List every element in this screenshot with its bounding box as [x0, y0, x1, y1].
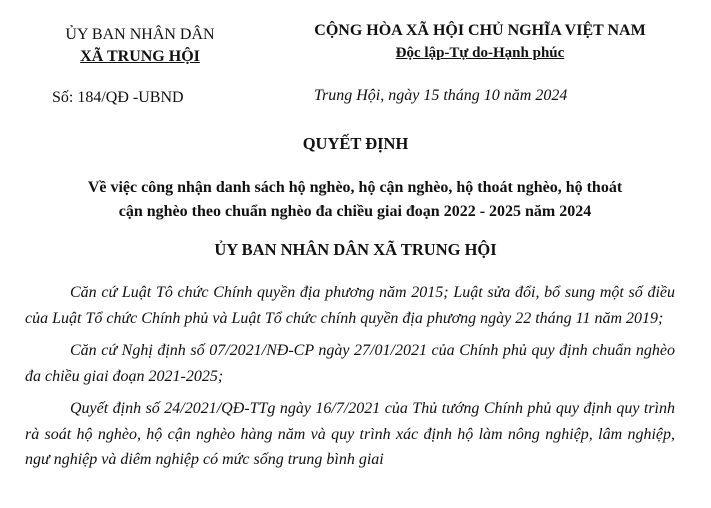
- document-number-value: 184: [77, 89, 102, 106]
- document-number-label: Số:: [52, 89, 74, 106]
- subject-line-1: Về việc công nhận danh sách hộ nghèo, hộ cận nghèo, hộ thoát nghèo, hộ thoát: [87, 179, 623, 196]
- national-motto-block: [255, 20, 705, 64]
- authority-line-2: XÃ TRUNG HỘI: [80, 48, 200, 65]
- legal-basis-paragraph: Quyết định số 24/2021/QĐ-TTg ngày 16/7/2021 của Thủ tướng Chính phủ quy định quy trình rà soát hộ nghèo, hộ cận nghèo hàng năm và quy trình xác định hộ làm nông nghiệp, lâm nghiệp, ngư nghiệp và diêm nghiệp có mức sống trung bình giai: [25, 400, 675, 468]
- legal-basis-paragraph: Căn cứ Nghị định số 07/2021/NĐ-CP ngày 27/01/2021 của Chính phủ quy định chuẩn nghèo đa chiều giai đoạn 2021-2025;: [25, 342, 675, 385]
- legal-basis: [25, 280, 675, 480]
- authority-line-1: ỦY BAN NHÂN DÂN: [65, 26, 215, 43]
- document-date: Trung Hội, ngày 15 tháng 10 năm 2024: [314, 87, 568, 104]
- document-title: QUYẾT ĐỊNH: [302, 134, 409, 153]
- document-number: [52, 89, 184, 107]
- document-number-suffix: /QĐ -UBND: [101, 89, 184, 106]
- subject-line-2: cận nghèo theo chuẩn nghèo đa chiều giai đoạn 2022 - 2025 năm 2024: [118, 203, 592, 220]
- document-subject: [25, 176, 685, 224]
- legal-basis-paragraph: Căn cứ Luật Tô chức Chính quyền địa phương năm 2015; Luật sửa đổi, bổ sung một số điều của Luật Tổ chức Chính phủ và Luật Tổ chức chính quyền địa phương ngày 22 tháng 11 năm 2019;: [25, 284, 675, 327]
- national-title: CỘNG HÒA XÃ HỘI CHỦ NGHĨA VIỆT NAM: [314, 22, 646, 39]
- issuing-authority-block: [30, 24, 250, 68]
- issuing-authority-heading: ỦY BAN NHÂN DÂN XÃ TRUNG HỘI: [214, 240, 497, 259]
- national-motto: Độc lập-Tự do-Hạnh phúc: [395, 45, 565, 61]
